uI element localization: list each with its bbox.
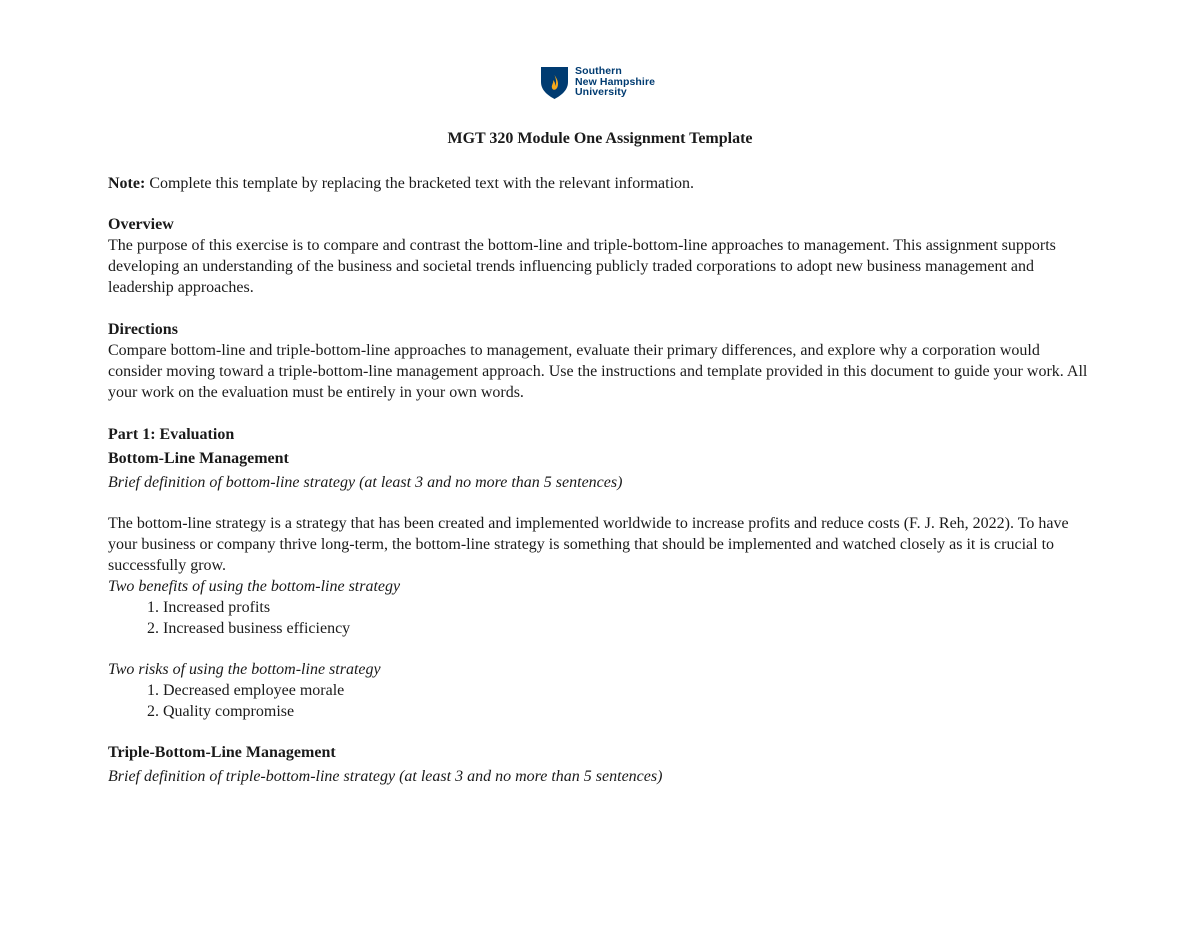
overview-heading: Overview bbox=[108, 216, 174, 233]
list-item: 1. Increased profits bbox=[163, 597, 1098, 618]
risks-block bbox=[108, 659, 1098, 722]
directions-body: Compare bottom-line and triple-bottom-line approaches to management, evaluate their primary differences, and explore why a corporation would consider moving toward a triple-bottom-line management approach. Use the instructions and template provided in this document to guide your work. All your work on the evaluation must be entirely in your own words. bbox=[108, 342, 1088, 401]
directions-heading: Directions bbox=[108, 321, 178, 338]
bottom-line-prompt: Brief definition of bottom-line strategy (at least 3 and no more than 5 sentences) bbox=[108, 474, 623, 491]
logo-wordmark bbox=[575, 66, 655, 98]
bottom-line-answer: The bottom-line strategy is a strategy that has been created and implemented worldwide to increase profits and reduce costs (F. J. Reh, 2022). To have your business or company thrive long-term, the bottom-line strategy is something that should be implemented and watched closely as it is crucial to successfully grow. bbox=[108, 515, 1069, 574]
overview-body: The purpose of this exercise is to compare and contrast the bottom-line and triple-bottom-line approaches to management. This assignment supports developing an understanding of the business and societal trends influencing publicly traded corporations to adopt new business management and leadership approaches. bbox=[108, 237, 1056, 296]
part1-heading-text: Part 1: Evaluation bbox=[108, 426, 235, 443]
logo-line-2: New Hampshire bbox=[575, 75, 656, 88]
note-label: Note: bbox=[108, 175, 146, 192]
triple-bottom-line-section bbox=[108, 742, 1098, 787]
list-item: 2. Increased business efficiency bbox=[163, 618, 1098, 639]
directions-section bbox=[108, 319, 1098, 403]
bottom-line-answer-block bbox=[108, 513, 1098, 639]
logo-line-3: University bbox=[575, 86, 627, 98]
list-item: 1. Decreased employee morale bbox=[163, 680, 1098, 701]
snhu-logo bbox=[540, 66, 655, 100]
page-title: MGT 320 Module One Assignment Template bbox=[447, 130, 753, 147]
triple-bottom-line-heading: Triple-Bottom-Line Management bbox=[108, 744, 336, 761]
risks-list bbox=[108, 680, 1098, 722]
risks-prompt: Two risks of using the bottom-line strategy bbox=[108, 661, 381, 678]
part1-heading bbox=[108, 424, 1098, 445]
list-item: 2. Quality compromise bbox=[163, 701, 1098, 722]
note-text: Complete this template by replacing the bracketed text with the relevant information. bbox=[145, 175, 695, 192]
logo-line-1: Southern bbox=[575, 65, 622, 77]
benefits-list bbox=[108, 597, 1098, 639]
benefits-prompt: Two benefits of using the bottom-line strategy bbox=[108, 578, 401, 595]
bottom-line-section bbox=[108, 448, 1098, 493]
bottom-line-heading: Bottom-Line Management bbox=[108, 450, 289, 467]
shield-flame-icon bbox=[540, 66, 569, 100]
note-paragraph bbox=[108, 173, 1098, 194]
triple-bottom-line-prompt: Brief definition of triple-bottom-line strategy (at least 3 and no more than 5 sentences) bbox=[108, 768, 663, 785]
overview-section bbox=[108, 214, 1098, 298]
